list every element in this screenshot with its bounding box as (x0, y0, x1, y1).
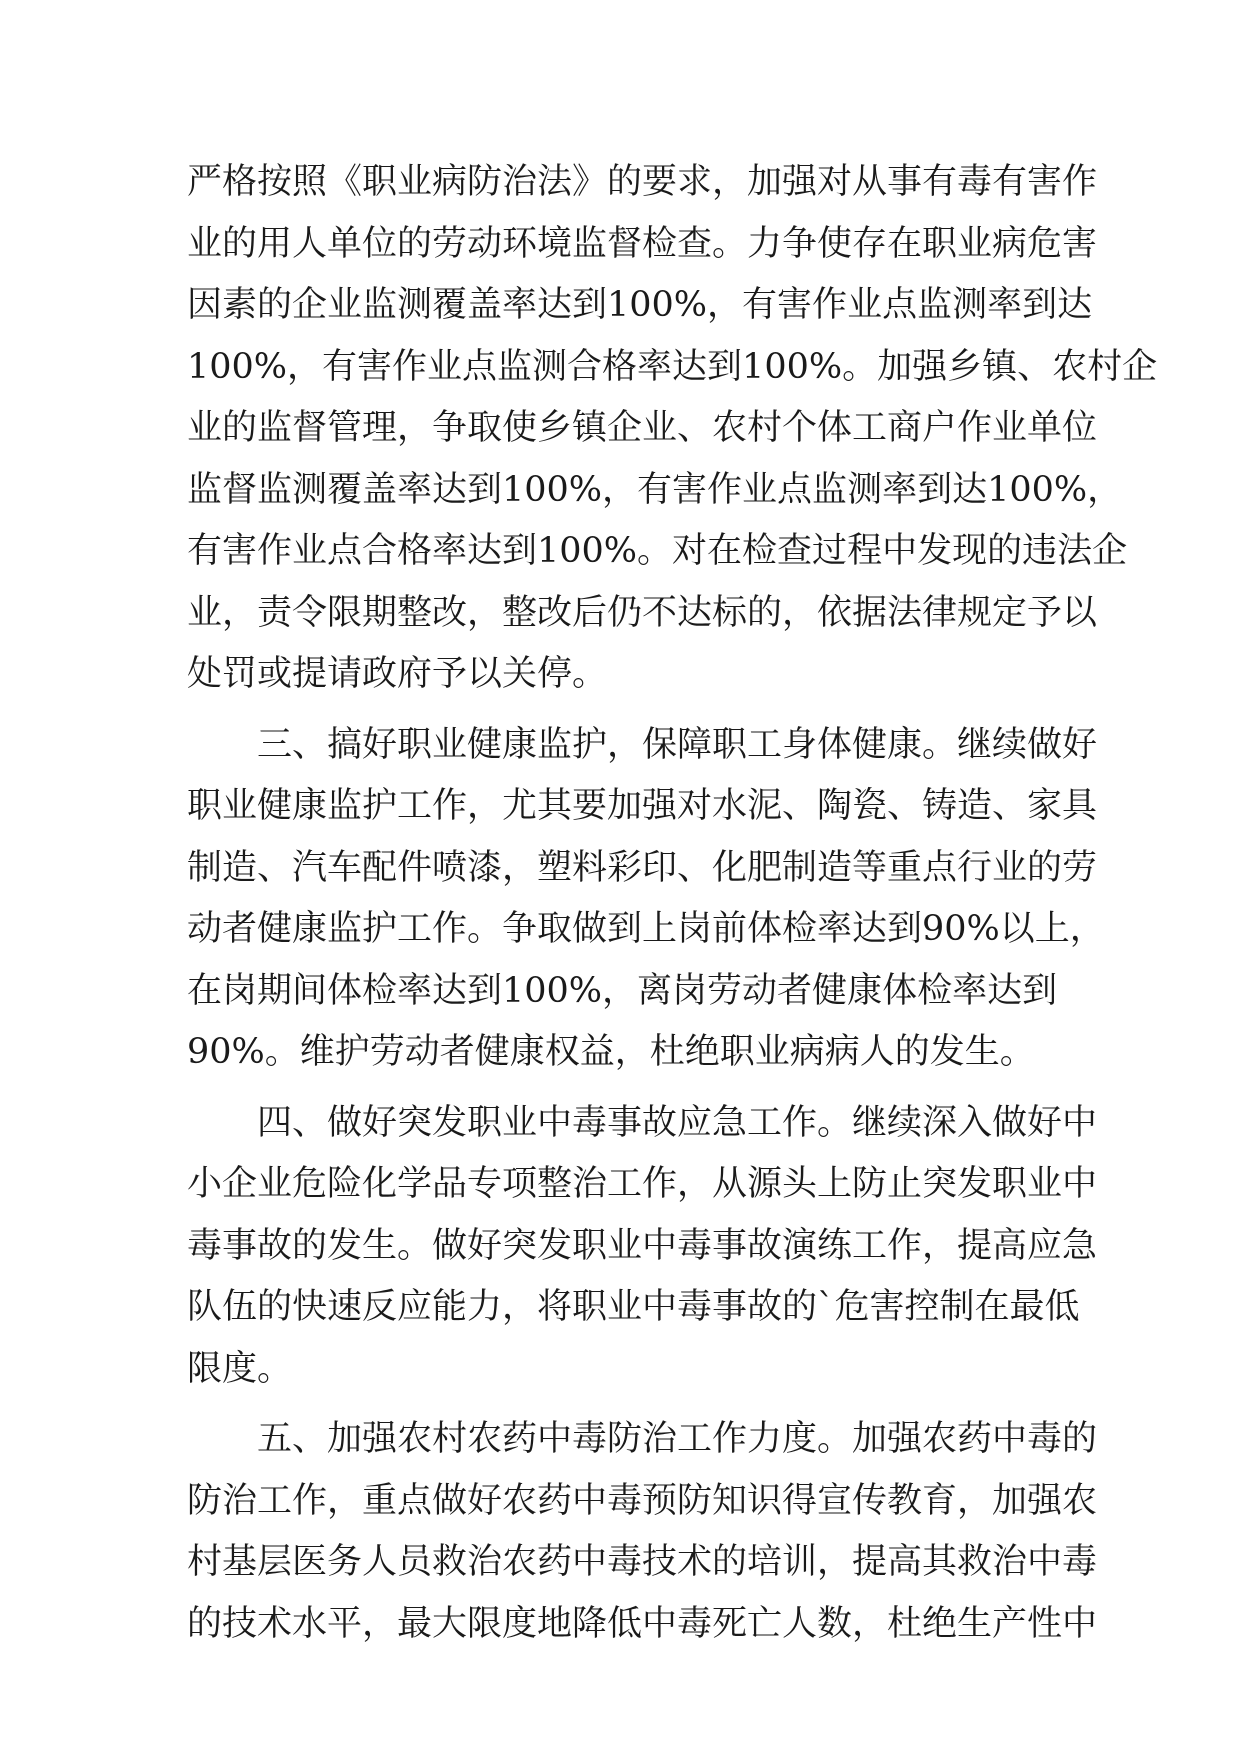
text-line: 限度。 (187, 1348, 293, 1389)
text-line: 有害作业点合格率达到100%。对在检查过程中发现的违法企 (187, 531, 1128, 571)
text-line: 业，责令限期整改，整改后仍不达标的，依据法律规定予以 (187, 592, 1098, 633)
text-line: 村基层医务人员救治农药中毒技术的培训，提高其救治中毒 (187, 1542, 1098, 1582)
text-line: 队伍的快速反应能力，将职业中毒事故的`危害控制在最低 (187, 1287, 1080, 1327)
text-line: 90%。维护劳动者健康权益，杜绝职业病病人的发生。 (187, 1032, 1035, 1072)
text-line: 职业健康监护工作，尤其要加强对水泥、陶瓷、铸造、家具 (187, 786, 1098, 826)
document-body (187, 152, 1158, 1655)
paragraph-4 (187, 1409, 1098, 1655)
text-line: 业的用人单位的劳动环境监督检查。力争使存在职业病危害 (187, 223, 1098, 264)
text-line: 100%，有害作业点监测合格率达到100%。加强乡镇、农村企 (187, 346, 1158, 387)
text-line: 处罚或提请政府予以关停。 (187, 654, 608, 694)
text-line: 业的监督管理，争取使乡镇企业、农村个体工商户作业单位 (187, 408, 1098, 448)
text-line: 严格按照《职业病防治法》的要求，加强对从事有毒有害作 (187, 162, 1098, 202)
text-line: 四、做好突发职业中毒事故应急工作。继续深入做好中 (187, 1102, 1098, 1143)
paragraph-2 (187, 715, 1105, 1084)
text-line: 因素的企业监测覆盖率达到100%，有害作业点监测率到达 (187, 285, 1093, 325)
text-line: 的技术水平，最大限度地降低中毒死亡人数，杜绝生产性中 (187, 1603, 1098, 1644)
text-line: 在岗期间体检率达到100%，离岗劳动者健康体检率达到 (187, 970, 1058, 1011)
text-line: 毒事故的发生。做好突发职业中毒事故演练工作，提高应急 (187, 1225, 1098, 1266)
text-line: 三、搞好职业健康监护，保障职工身体健康。继续做好 (187, 724, 1098, 765)
text-line: 防治工作，重点做好农药中毒预防知识得宣传教育，加强农 (187, 1480, 1098, 1521)
paragraph-spacing (187, 1400, 1055, 1409)
paragraph-3 (187, 1093, 1098, 1401)
paragraph-spacing (187, 1084, 1055, 1093)
text-line: 小企业危险化学品专项整治工作，从源头上防止突发职业中 (187, 1164, 1098, 1204)
text-line: 五、加强农村农药中毒防治工作力度。加强农药中毒的 (187, 1419, 1098, 1459)
text-line: 制造、汽车配件喷漆，塑料彩印、化肥制造等重点行业的劳 (187, 847, 1098, 888)
text-line: 动者健康监护工作。争取做到上岗前体检率达到90%以上， (187, 909, 1105, 949)
text-line: 监督监测覆盖率达到100%，有害作业点监测率到达100%， (187, 469, 1123, 510)
paragraph-spacing (187, 706, 1055, 715)
paragraph-1 (187, 152, 1158, 706)
